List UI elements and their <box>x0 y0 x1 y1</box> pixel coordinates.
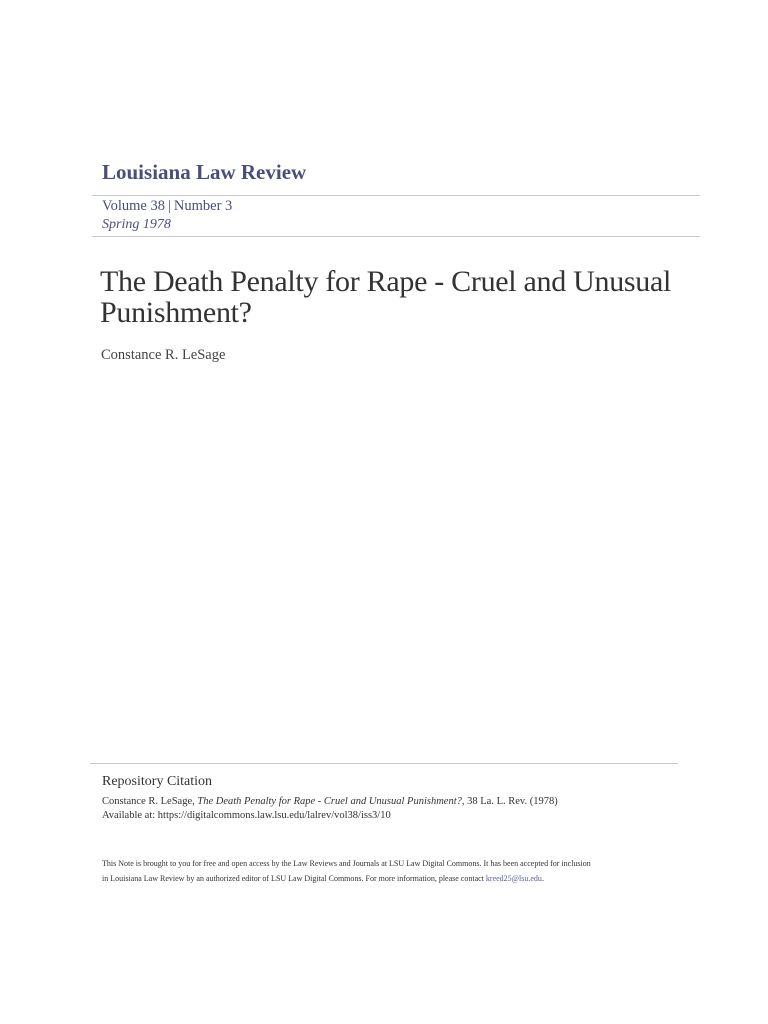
citation-title: The Death Penalty for Rape - Cruel and Unusual Punishment? <box>197 796 462 807</box>
issue-separator: | <box>167 198 171 214</box>
citation-block <box>102 795 558 822</box>
access-notice <box>102 856 591 886</box>
citation-author: Constance R. LeSage, <box>102 796 198 807</box>
contact-email-link[interactable]: kreed25@lsu.edu <box>485 874 542 883</box>
article-title <box>100 266 700 328</box>
article-title-line-2: Punishment? <box>100 296 252 329</box>
access-notice-line-2 <box>102 871 591 886</box>
access-notice-line-1: This Note is brought to you for free and open access by the Law Reviews and Journals at LSU Law Digital Commons. It has been accepted for inclusion <box>102 859 591 868</box>
number-link[interactable]: Number 3 <box>173 198 233 214</box>
citation-reference <box>102 795 558 809</box>
citation-heading: Repository Citation <box>102 774 213 789</box>
citation-available-url[interactable]: Available at: https://digitalcommons.law.lsu.edu/lalrev/vol38/iss3/10 <box>102 809 391 821</box>
issue-line <box>102 198 232 215</box>
volume-link[interactable]: Volume 38 <box>102 198 165 214</box>
header-bottom-divider <box>92 236 700 237</box>
journal-title[interactable]: Louisiana Law Review <box>102 160 307 184</box>
access-notice-text: in Louisiana Law Review by an authorized editor of LSU Law Digital Commons. For more information, please contact <box>102 874 486 883</box>
access-notice-end: . <box>541 874 544 883</box>
citation-divider <box>90 763 678 764</box>
citation-source: , 38 La. L. Rev. (1978) <box>461 796 558 807</box>
article-author: Constance R. LeSage <box>101 347 226 363</box>
header-top-divider <box>92 195 700 196</box>
article-title-line-1: The Death Penalty for Rape - Cruel and Unusual <box>100 265 672 298</box>
issue-season: Spring 1978 <box>102 217 171 232</box>
